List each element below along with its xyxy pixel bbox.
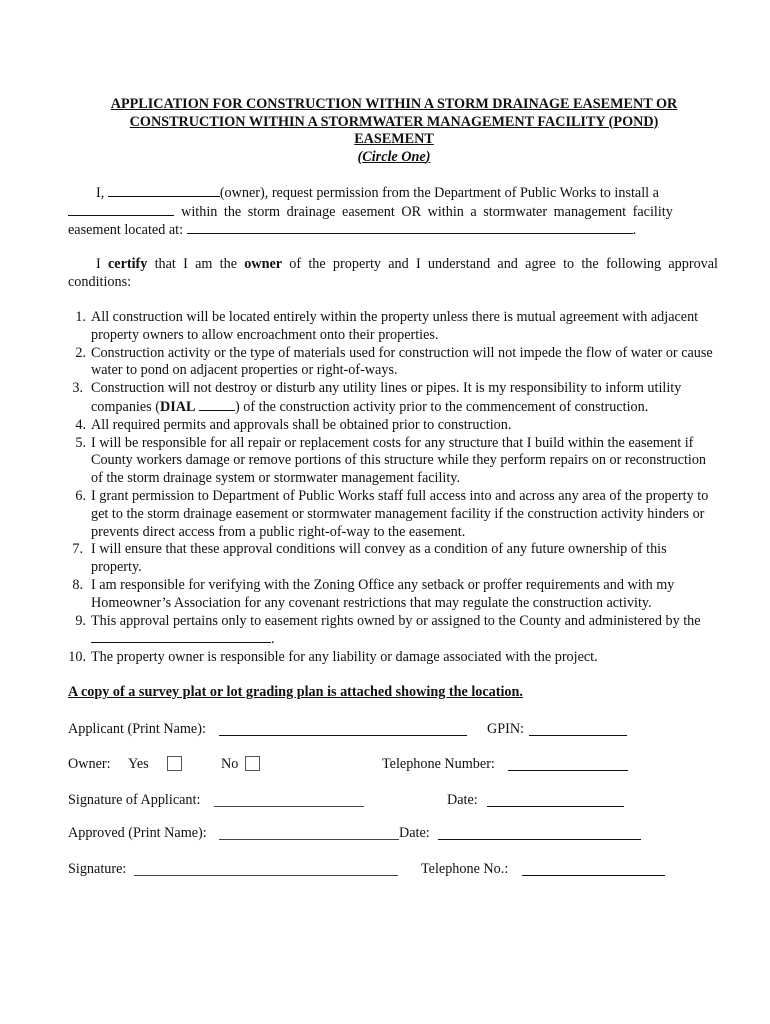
list-item: 10. The property owner is responsible for any liability or damage associated with the project. [68,649,598,666]
list-item: 4. All required permits and approvals shall be obtained prior to construction. [75,416,512,433]
circle-one-instruction: (Circle One) [357,148,431,165]
list-item: 3. Construction will not destroy or disturb any utility lines or pipes. It is my responsibility to inform utility companies (DIAL ) of the construction activity prior to the commencement of construction. [72,380,682,415]
telephone-number-label: Telephone Number: [382,756,495,772]
gpin-label: GPIN: [487,721,525,737]
owner-label: Owner: [68,756,111,772]
owner-name-field[interactable] [108,184,220,197]
approved-name-field[interactable] [219,825,399,840]
title-line-2: CONSTRUCTION WITHIN A STORMWATER MANAGEMENT FACILITY (POND) [129,113,659,130]
date-field[interactable] [487,792,624,807]
intro-paragraph: I, (owner), request permission from the Department of Public Works to install a within the storm drainage easement OR within a stormwater management facility easement located at: . [68,185,673,239]
applicant-name-field[interactable] [219,721,467,736]
approval-conditions-list [58,309,720,667]
list-item: 2. Construction activity or the type of materials used for construction will not impede the flow of water or cause water to pond on adjacent properties or right-of-ways. [75,344,713,379]
document-title [68,96,720,166]
install-item-field[interactable] [68,203,174,216]
list-item: 1. All construction will be located entirely within the property unless there is mutual agreement with adjacent property owners to allow encroachment onto their properties. [75,309,699,343]
list-item: 5. I will be responsible for all repair or replacement costs for any structure that I build within the easement if County workers damage or remove portions of this structure while they perform repairs on or reconstruction of the storm drainage system or stormwater management facility. [75,434,707,487]
approved-date-field[interactable] [438,825,641,840]
telephone-no-label: Telephone No.: [421,861,509,877]
list-item: 6. I grant permission to Department of Public Works staff full access into and across any area of the property to get to the storm drainage easement or stormwater management facility if the construction activity hinders or prevents direct access from a public right-of-way to the easement. [75,487,709,540]
certify-paragraph: I certify that I am the owner of the property and I understand and agree to the following approval conditions: [68,256,718,290]
yes-checkbox[interactable] [167,756,182,771]
administrator-field[interactable] [91,630,271,643]
dial-number-field[interactable] [199,398,235,411]
list-item: 9. This approval pertains only to easement rights owned by or assigned to the County and administered by the . [75,612,701,648]
signature-label: Signature: [68,861,127,877]
title-line-3: EASEMENT [354,131,434,148]
no-checkbox[interactable] [245,756,260,771]
telephone-number-field[interactable] [508,756,628,771]
no-label: No [221,756,239,772]
signature-applicant-field[interactable] [214,792,364,807]
telephone-no-field[interactable] [522,861,665,876]
survey-plat-note: A copy of a survey plat or lot grading plan is attached showing the location. [68,684,523,700]
title-line-1: APPLICATION FOR CONSTRUCTION WITHIN A STORM DRAINAGE EASEMENT OR [110,96,678,112]
date-label: Date: [447,792,478,808]
applicant-print-label: Applicant (Print Name): [68,721,206,737]
gpin-field[interactable] [529,721,627,736]
easement-location-field[interactable] [187,221,633,234]
list-item: 8. I am responsible for verifying with the Zoning Office any setback or proffer requirements and with my Homeowner’s Association for any covenant restrictions that may regulate the construction activity. [72,576,675,611]
signature-field[interactable] [134,861,398,876]
approved-print-label: Approved (Print Name): [68,825,207,841]
yes-label: Yes [128,756,149,772]
list-item: 7. I will ensure that these approval conditions will convey as a condition of any future ownership of this property. [72,541,667,576]
approved-date-label: Date: [399,825,430,841]
signature-applicant-label: Signature of Applicant: [68,792,201,808]
